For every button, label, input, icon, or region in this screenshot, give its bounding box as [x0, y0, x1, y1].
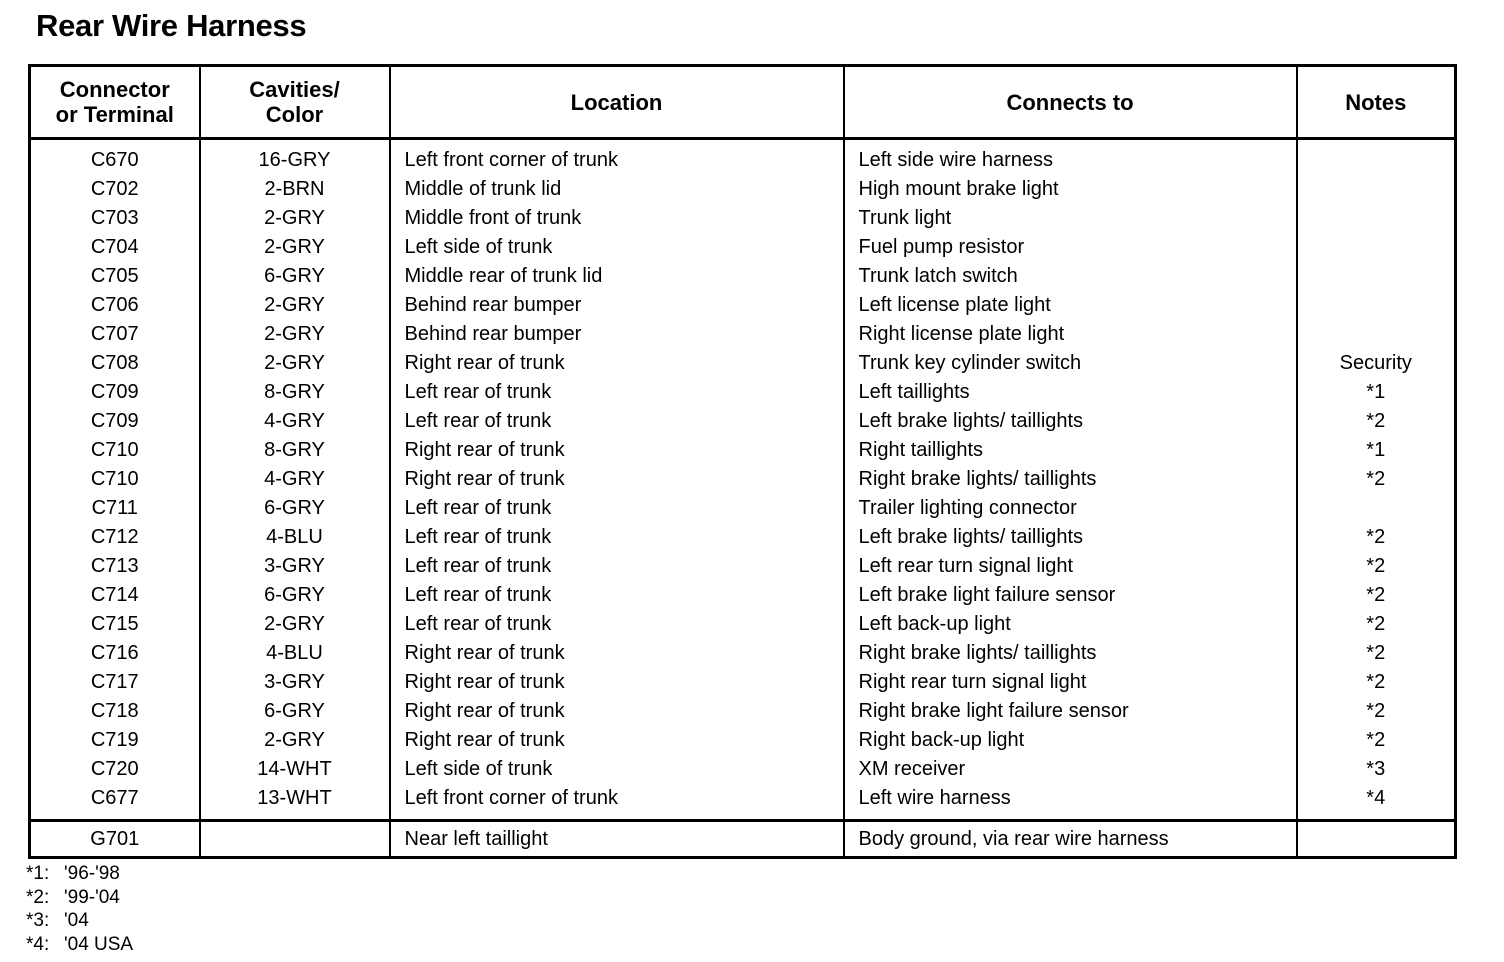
cell-connects-to: Left rear turn signal light	[844, 552, 1297, 581]
cell-notes: *2	[1297, 726, 1456, 755]
cell-cavities: 4-BLU	[200, 639, 390, 668]
cell-notes	[1297, 494, 1456, 523]
cell-location: Right rear of trunk	[390, 697, 844, 726]
cell-notes: *3	[1297, 755, 1456, 784]
cell-connects-to: Right back-up light	[844, 726, 1297, 755]
header-connector: Connector or Terminal	[30, 66, 200, 139]
header-location: Location	[390, 66, 844, 139]
cell-cavities: 8-GRY	[200, 378, 390, 407]
cell-location: Right rear of trunk	[390, 465, 844, 494]
cell-connects-to: Right taillights	[844, 436, 1297, 465]
table-row	[30, 552, 1456, 581]
cell-location: Left rear of trunk	[390, 523, 844, 552]
cell-notes: *2	[1297, 581, 1456, 610]
footnote-mark: *4:	[26, 933, 50, 955]
cell-location: Middle rear of trunk lid	[390, 262, 844, 291]
table-body	[30, 139, 1456, 821]
footnote-text: '04	[64, 910, 89, 931]
cell-connector: C707	[30, 320, 200, 349]
cell-connector: C705	[30, 262, 200, 291]
table-row	[30, 465, 1456, 494]
footnote-text: '96-'98	[64, 863, 120, 884]
cell-cavities: 2-GRY	[200, 291, 390, 320]
table-row	[30, 436, 1456, 465]
cell-cavities: 2-GRY	[200, 320, 390, 349]
table-row	[30, 726, 1456, 755]
cell-notes: *1	[1297, 378, 1456, 407]
ground-section	[30, 821, 1456, 858]
cell-cavities	[200, 821, 390, 858]
cell-connects-to: Left taillights	[844, 378, 1297, 407]
table-row	[30, 349, 1456, 378]
cell-location: Left rear of trunk	[390, 494, 844, 523]
cell-location: Right rear of trunk	[390, 639, 844, 668]
cell-connects-to: Left brake light failure sensor	[844, 581, 1297, 610]
cell-location: Right rear of trunk	[390, 668, 844, 697]
cell-location: Behind rear bumper	[390, 291, 844, 320]
cell-location: Middle front of trunk	[390, 204, 844, 233]
cell-cavities: 6-GRY	[200, 262, 390, 291]
cell-connects-to: Left license plate light	[844, 291, 1297, 320]
table-row	[30, 784, 1456, 821]
cell-connects-to: Trunk latch switch	[844, 262, 1297, 291]
table-row	[30, 320, 1456, 349]
cell-location: Left rear of trunk	[390, 552, 844, 581]
header-notes: Notes	[1297, 66, 1456, 139]
cell-connects-to: Trailer lighting connector	[844, 494, 1297, 523]
cell-notes	[1297, 262, 1456, 291]
cell-connector: C703	[30, 204, 200, 233]
cell-location: Right rear of trunk	[390, 726, 844, 755]
cell-connects-to: High mount brake light	[844, 175, 1297, 204]
cell-connector: C709	[30, 407, 200, 436]
cell-connects-to: Left side wire harness	[844, 139, 1297, 176]
table-row	[30, 291, 1456, 320]
cell-notes: *2	[1297, 407, 1456, 436]
cell-connector: C719	[30, 726, 200, 755]
cell-notes	[1297, 233, 1456, 262]
cell-connector: C706	[30, 291, 200, 320]
cell-cavities: 3-GRY	[200, 552, 390, 581]
header-cavities: Cavities/ Color	[200, 66, 390, 139]
cell-location: Left rear of trunk	[390, 581, 844, 610]
cell-cavities: 2-GRY	[200, 726, 390, 755]
cell-cavities: 6-GRY	[200, 581, 390, 610]
cell-connector: C702	[30, 175, 200, 204]
cell-location: Left side of trunk	[390, 233, 844, 262]
cell-connects-to: Left brake lights/ taillights	[844, 407, 1297, 436]
cell-connector: C677	[30, 784, 200, 821]
table-row	[30, 755, 1456, 784]
cell-cavities: 2-GRY	[200, 204, 390, 233]
cell-location: Left front corner of trunk	[390, 139, 844, 176]
cell-connector: C712	[30, 523, 200, 552]
table-row	[30, 610, 1456, 639]
table-row	[30, 175, 1456, 204]
cell-location: Right rear of trunk	[390, 349, 844, 378]
footnote	[26, 862, 133, 886]
cell-notes: *2	[1297, 639, 1456, 668]
cell-connects-to: Right brake lights/ taillights	[844, 465, 1297, 494]
footnotes	[26, 862, 133, 956]
cell-notes	[1297, 291, 1456, 320]
cell-notes	[1297, 204, 1456, 233]
footnote	[26, 933, 133, 957]
cell-cavities: 8-GRY	[200, 436, 390, 465]
cell-notes	[1297, 821, 1456, 858]
cell-connects-to: Right brake lights/ taillights	[844, 639, 1297, 668]
footnote-mark: *2:	[26, 886, 50, 908]
cell-cavities: 14-WHT	[200, 755, 390, 784]
cell-notes: *2	[1297, 552, 1456, 581]
cell-cavities: 4-GRY	[200, 465, 390, 494]
table-row	[30, 523, 1456, 552]
cell-connector: C710	[30, 436, 200, 465]
table-row	[30, 262, 1456, 291]
cell-location: Left front corner of trunk	[390, 784, 844, 821]
cell-notes: *1	[1297, 436, 1456, 465]
cell-cavities: 16-GRY	[200, 139, 390, 176]
cell-connector: C711	[30, 494, 200, 523]
cell-location: Left rear of trunk	[390, 378, 844, 407]
cell-cavities: 4-GRY	[200, 407, 390, 436]
footnote	[26, 909, 133, 933]
cell-notes	[1297, 139, 1456, 176]
cell-notes: *2	[1297, 668, 1456, 697]
cell-connects-to: Right brake light failure sensor	[844, 697, 1297, 726]
cell-notes: *4	[1297, 784, 1456, 821]
cell-location: Left rear of trunk	[390, 407, 844, 436]
table-header-row	[30, 66, 1456, 139]
cell-connector: C709	[30, 378, 200, 407]
cell-connector: C716	[30, 639, 200, 668]
cell-notes: *2	[1297, 465, 1456, 494]
cell-connector: C718	[30, 697, 200, 726]
cell-cavities: 6-GRY	[200, 697, 390, 726]
cell-notes: Security	[1297, 349, 1456, 378]
cell-connects-to: Left wire harness	[844, 784, 1297, 821]
cell-cavities: 2-BRN	[200, 175, 390, 204]
table-row	[30, 494, 1456, 523]
cell-connects-to: Left back-up light	[844, 610, 1297, 639]
cell-connector: C710	[30, 465, 200, 494]
footnote-mark: *3:	[26, 910, 50, 931]
table-row	[30, 697, 1456, 726]
table-row	[30, 668, 1456, 697]
cell-connects-to: Trunk key cylinder switch	[844, 349, 1297, 378]
table-row	[30, 378, 1456, 407]
cell-connector: G701	[30, 821, 200, 858]
cell-connects-to: Left brake lights/ taillights	[844, 523, 1297, 552]
cell-cavities: 2-GRY	[200, 610, 390, 639]
cell-location: Left rear of trunk	[390, 610, 844, 639]
cell-location: Behind rear bumper	[390, 320, 844, 349]
cell-notes	[1297, 175, 1456, 204]
cell-connector: C717	[30, 668, 200, 697]
cell-connector: C714	[30, 581, 200, 610]
ground-row	[30, 821, 1456, 858]
cell-cavities: 4-BLU	[200, 523, 390, 552]
table-row	[30, 639, 1456, 668]
cell-connects-to: XM receiver	[844, 755, 1297, 784]
cell-cavities: 2-GRY	[200, 233, 390, 262]
cell-connects-to: Fuel pump resistor	[844, 233, 1297, 262]
page-title: Rear Wire Harness	[36, 8, 307, 43]
cell-connects-to: Trunk light	[844, 204, 1297, 233]
table-row	[30, 407, 1456, 436]
cell-connector: C720	[30, 755, 200, 784]
cell-location: Left side of trunk	[390, 755, 844, 784]
cell-cavities: 6-GRY	[200, 494, 390, 523]
cell-connector: C704	[30, 233, 200, 262]
footnote-text: '99-'04	[64, 886, 120, 908]
cell-notes: *2	[1297, 697, 1456, 726]
footnote-text: '04 USA	[64, 933, 134, 955]
cell-notes: *2	[1297, 610, 1456, 639]
cell-location: Near left taillight	[390, 821, 844, 858]
cell-cavities: 2-GRY	[200, 349, 390, 378]
wire-harness-table	[28, 64, 1457, 859]
cell-connector: C715	[30, 610, 200, 639]
cell-connector: C708	[30, 349, 200, 378]
cell-location: Middle of trunk lid	[390, 175, 844, 204]
footnote	[26, 886, 133, 910]
cell-cavities: 3-GRY	[200, 668, 390, 697]
cell-connects-to: Body ground, via rear wire harness	[844, 821, 1297, 858]
table-row	[30, 139, 1456, 176]
table-row	[30, 233, 1456, 262]
footnote-mark: *1:	[26, 863, 50, 884]
cell-connector: C670	[30, 139, 200, 176]
cell-connects-to: Right rear turn signal light	[844, 668, 1297, 697]
table-row	[30, 581, 1456, 610]
cell-location: Right rear of trunk	[390, 436, 844, 465]
cell-cavities: 13-WHT	[200, 784, 390, 821]
cell-connector: C713	[30, 552, 200, 581]
header-connects-to: Connects to	[844, 66, 1297, 139]
table-row	[30, 204, 1456, 233]
cell-connects-to: Right license plate light	[844, 320, 1297, 349]
cell-notes	[1297, 320, 1456, 349]
cell-notes: *2	[1297, 523, 1456, 552]
